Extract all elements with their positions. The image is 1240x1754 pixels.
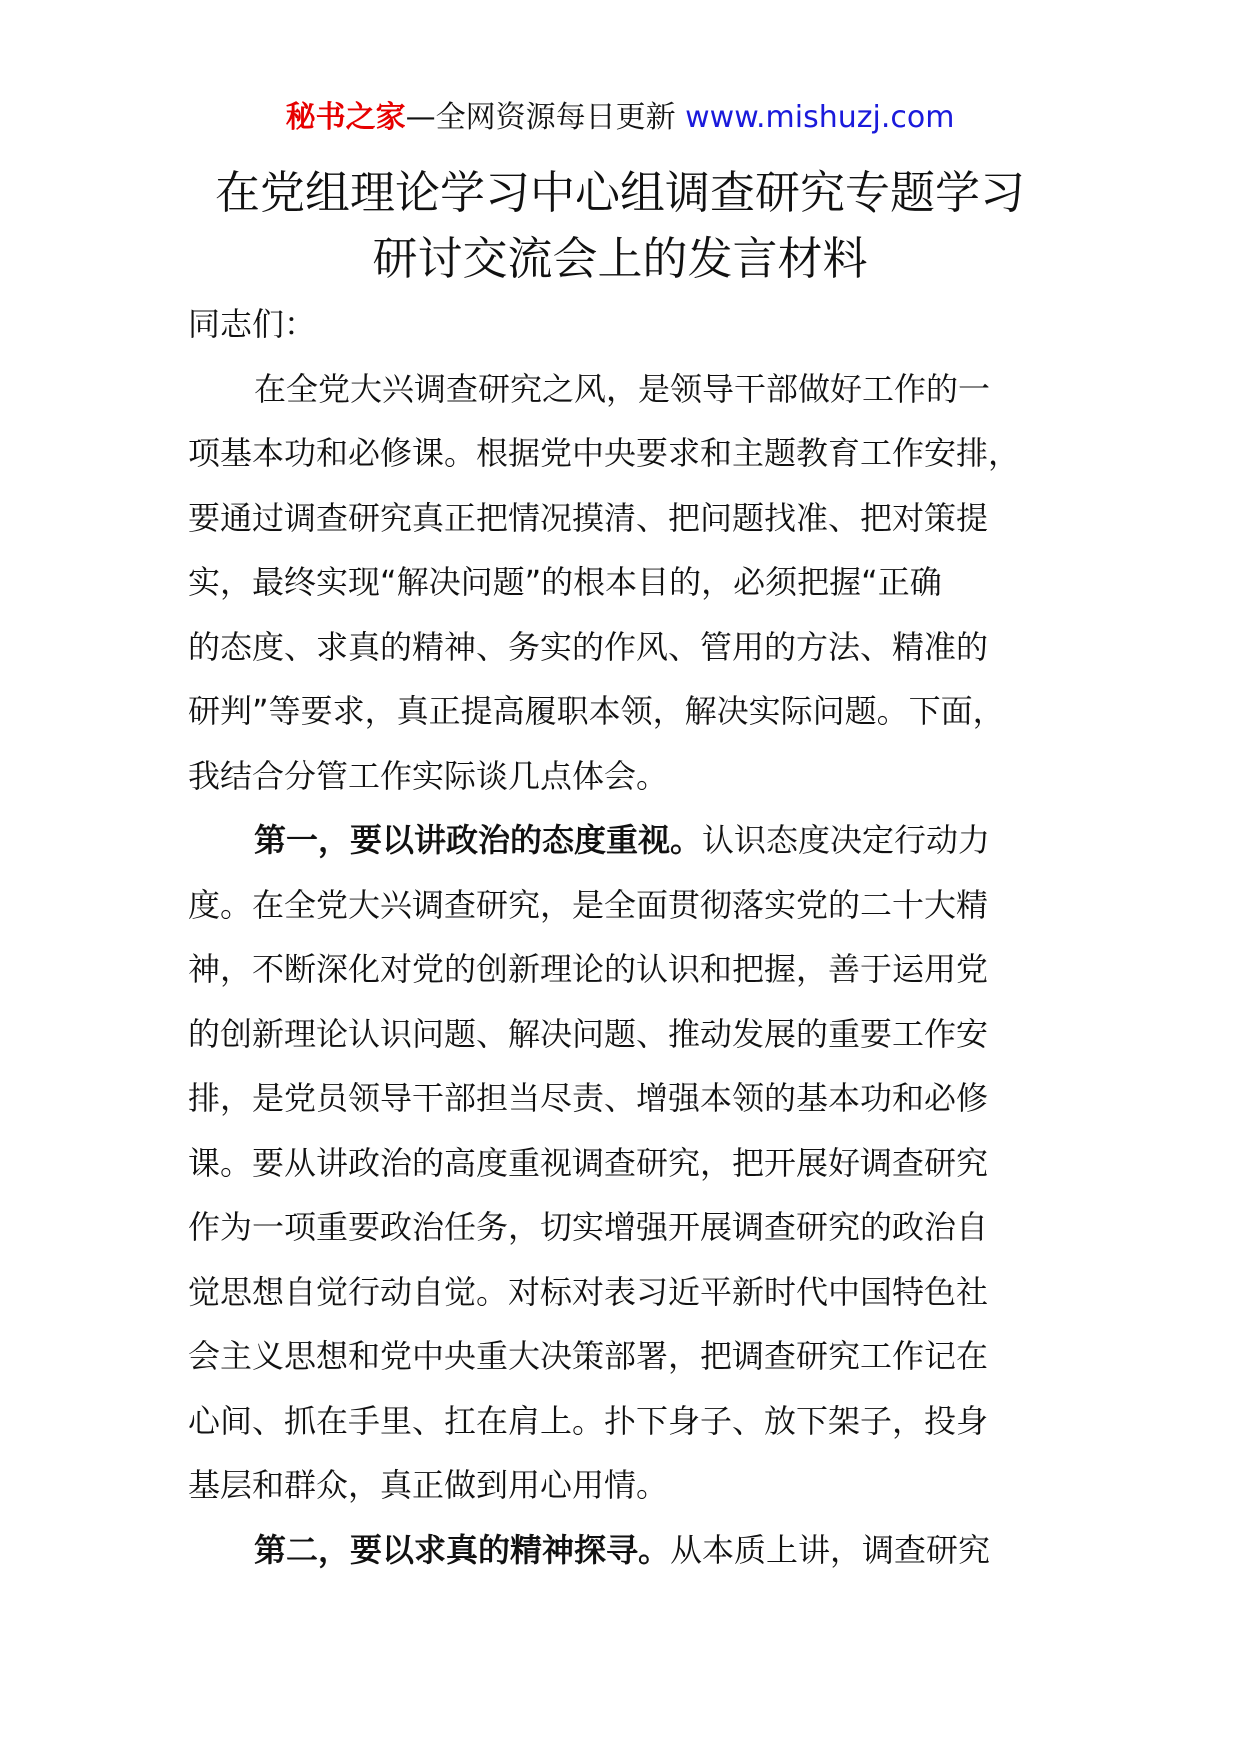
paragraph-1-line: 要通过调查研究真正把情况摸清、把问题找准、把对策提: [188, 498, 989, 537]
document-body: [188, 292, 1068, 1582]
brand-name: 秘书之家: [285, 100, 406, 135]
section-heading-1: 第一，要以讲政治的态度重视。: [254, 821, 703, 859]
site-header: [0, 98, 1240, 138]
paragraph-1-line: 的态度、求真的精神、务实的作风、管用的方法、精准的: [188, 627, 989, 666]
paragraph-2-line: 基层和群众，真正做到用心用情。: [188, 1466, 669, 1504]
site-url-link[interactable]: www.mishuzj.com: [685, 100, 955, 135]
paragraph-3-first-text: 从本质上讲，调查研究: [670, 1530, 991, 1569]
paragraph-2-line: 觉思想自觉行动自觉。对标对表习近平新时代中国特色社: [188, 1272, 989, 1311]
paragraph-1-line: 研判”等要求，真正提高履职本领，解决实际问题。下面，: [188, 692, 1005, 730]
paragraph-1-line: 我结合分管工作实际谈几点体会。: [188, 756, 669, 795]
paragraph-1-line: 在全党大兴调查研究之风，是领导干部做好工作的一: [254, 369, 991, 408]
paragraph-2-line: 作为一项重要政治任务，切实增强开展调查研究的政治自: [188, 1208, 989, 1246]
paragraph-2-line: 心间、抓在手里、扛在肩上。扑下身子、放下架子，投身: [188, 1401, 989, 1440]
paragraph-2-line: 的创新理论认识问题、解决问题、推动发展的重要工作安: [188, 1014, 989, 1053]
paragraph-2-line: 度。在全党大兴调查研究，是全面贯彻落实党的二十大精: [188, 885, 989, 924]
paragraph-2-line: 会主义思想和党中央重大决策部署，把调查研究工作记在: [188, 1337, 989, 1375]
paragraph-2-line: 神，不断深化对党的创新理论的认识和把握，善于运用党: [188, 950, 989, 988]
title-line-2: 研讨交流会上的发言材料: [372, 232, 868, 285]
paragraph-3-first-line: [188, 1518, 1068, 1583]
paragraph-1-line: 实，最终实现“解决问题”的根本目的，必须把握“正确: [188, 563, 942, 601]
paragraph-2-first-text: 认识态度决定行动力: [702, 821, 991, 859]
section-heading-2: 第二，要以求真的精神探寻。: [254, 1530, 671, 1569]
document-title: [180, 160, 1060, 292]
paragraph-1-line: 项基本功和必修课。根据党中央要求和主题教育工作安排，: [188, 434, 1021, 472]
paragraph-2-line: 课。要从讲政治的高度重视调查研究，把开展好调查研究: [188, 1143, 989, 1182]
paragraph-2-first-line: [188, 808, 1068, 873]
paragraph-2-line: 排，是党员领导干部担当尽责、增强本领的基本功和必修: [188, 1079, 989, 1117]
greeting: 同志们：: [188, 305, 317, 343]
header-tagline: —全网资源每日更新: [405, 100, 686, 135]
title-line-1: 在党组理论学习中心组调查研究专题学习: [214, 166, 1025, 219]
